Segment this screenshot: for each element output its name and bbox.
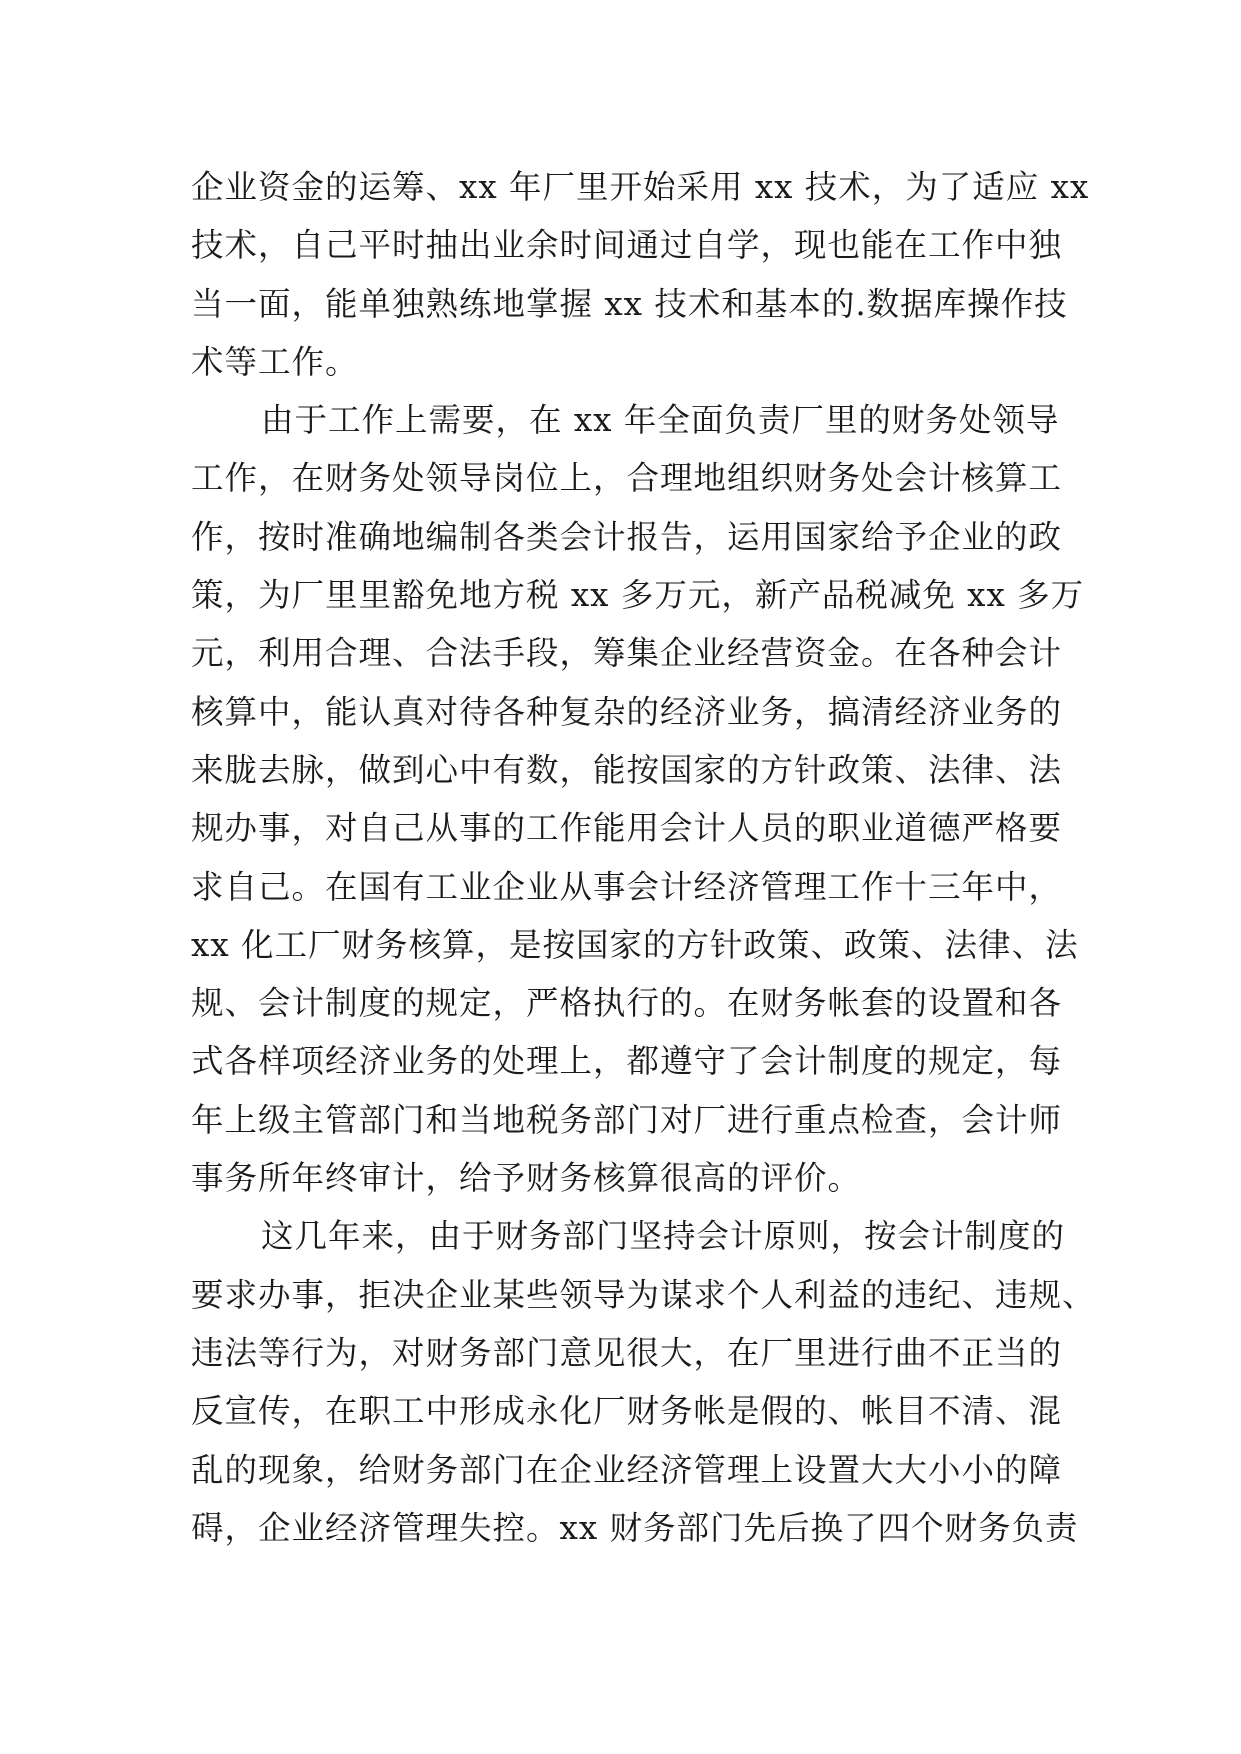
text-line: 规、会计制度的规定，严格执行的。在财务帐套的设置和各 (191, 984, 1063, 1023)
text-line: 碍，企业经济管理失控。xx 财务部门先后换了四个财务负责 (191, 1508, 1079, 1547)
text-line: 作，按时准确地编制各类会计报告，运用国家给予企业的政 (191, 517, 1063, 556)
paragraph-1 (191, 158, 1090, 391)
text-line: 反宣传，在职工中形成永化厂财务帐是假的、帐目不清、混 (191, 1392, 1063, 1431)
text-line: 违法等行为，对财务部门意见很大，在厂里进行曲不正当的 (191, 1333, 1063, 1372)
text-line: 求自己。在国有工业企业从事会计经济管理工作十三年中， (191, 867, 1063, 906)
paragraph-3 (191, 1207, 1096, 1557)
text-line: 核算中，能认真对待各种复杂的经济业务，搞清经济业务的 (191, 692, 1063, 731)
text-line: 式各样项经济业务的处理上，都遵守了会计制度的规定，每 (191, 1042, 1063, 1081)
document-body (191, 158, 1096, 1557)
text-line: 技术，自己平时抽出业余时间通过自学，现也能在工作中独 (191, 226, 1063, 265)
text-line: 来胧去脉，做到心中有数，能按国家的方针政策、法律、法 (191, 750, 1063, 789)
text-line: 事务所年终审计，给予财务核算很高的评价。 (191, 1159, 862, 1198)
text-line: 企业资金的运筹、xx 年厂里开始采用 xx 技术，为了适应 xx (191, 168, 1090, 206)
text-line: 元，利用合理、合法手段，筹集企业经营资金。在各种会计 (191, 634, 1063, 673)
text-line: 乱的现象，给财务部门在企业经济管理上设置大大小小的障 (191, 1450, 1063, 1489)
text-line: 由于工作上需要，在 xx 年全面负责厂里的财务处领导 (261, 401, 1060, 440)
text-line: 这几年来，由于财务部门坚持会计原则，按会计制度的 (261, 1217, 1066, 1256)
text-line: xx 化工厂财务核算，是按国家的方针政策、政策、法律、法 (191, 925, 1079, 964)
text-line: 年上级主管部门和当地税务部门对厂进行重点检查，会计师 (191, 1100, 1063, 1139)
text-line: 术等工作。 (191, 342, 359, 381)
text-line: 要求办事，拒决企业某些领导为谋求个人利益的违纪、违规、 (191, 1275, 1096, 1314)
text-line: 规办事，对自己从事的工作能用会计人员的职业道德严格要 (191, 809, 1063, 848)
paragraph-2 (191, 391, 1085, 1207)
text-line: 当一面，能单独熟练地掌握 xx 技术和基本的.数据库操作技 (191, 284, 1068, 323)
text-line: 策，为厂里里豁免地方税 xx 多万元，新产品税减免 xx 多万 (191, 576, 1085, 615)
text-line: 工作，在财务处领导岗位上，合理地组织财务处会计核算工 (191, 459, 1063, 498)
